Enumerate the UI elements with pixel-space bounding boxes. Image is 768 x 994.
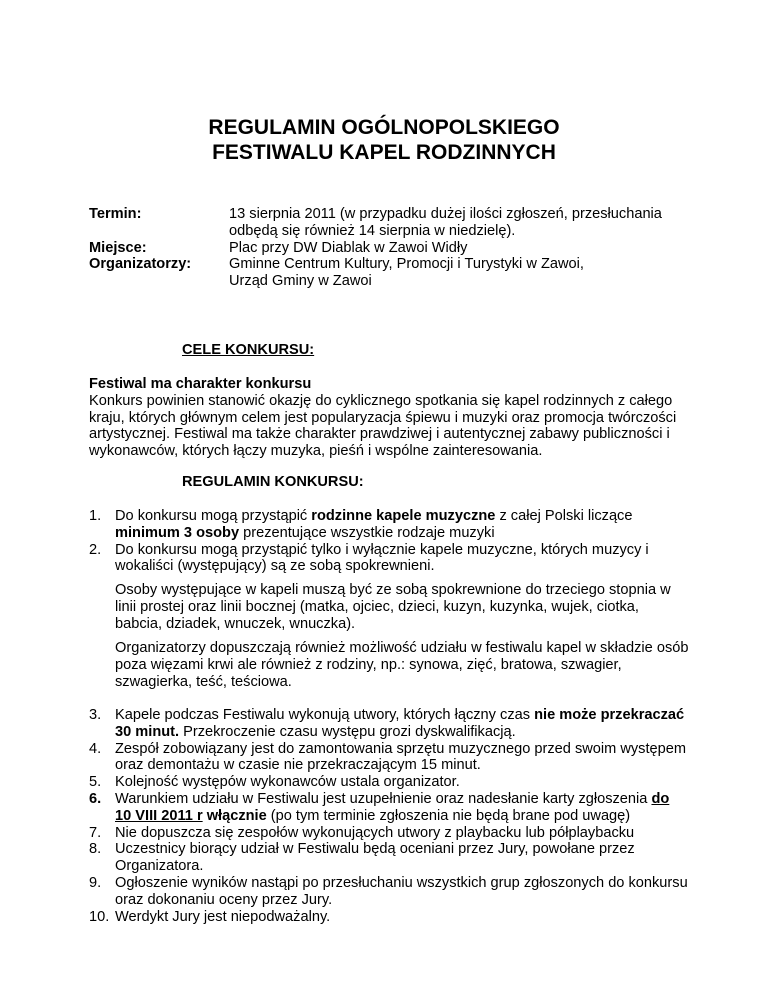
info-row-miejsce xyxy=(89,240,689,257)
rule-item-3 xyxy=(89,707,689,741)
rule-1-text-b: rodzinne kapele muzyczne xyxy=(311,508,496,524)
rule-6-deadline: do 10 VIII 2011 r xyxy=(115,790,670,824)
organizatorzy-value xyxy=(229,256,689,290)
title-line-1: REGULAMIN OGÓLNOPOLSKIEGO xyxy=(208,116,560,139)
title-line-2: FESTIWALU KAPEL RODZINNYCH xyxy=(212,141,556,164)
rule-number: 2. xyxy=(89,541,102,558)
rule-item-7 xyxy=(89,825,689,842)
cele-subheading: Festiwal ma charakter konkursu xyxy=(89,376,312,392)
rule-1-text-c: z całej Polski liczące xyxy=(495,508,633,524)
organizatorzy-label: Organizatorzy: xyxy=(89,256,192,273)
rule-number: 6. xyxy=(89,790,102,807)
rule-8-text: Uczestnicy biorący udział w Festiwalu będą oceniani przez Jury, powołane przez Organizatora. xyxy=(115,841,635,875)
rule-1-text-d: minimum 3 osoby xyxy=(115,524,240,541)
rule-number: 1. xyxy=(89,508,102,524)
rule-3-text-c: Przekroczenie czasu występu grozi dyskwalifikacją. xyxy=(179,723,516,740)
rule-4-text: Zespół zobowiązany jest do zamontowania sprzętu muzycznego przed swoim występem oraz demontażu w czasie nie przekraczającym 15 minut. xyxy=(115,740,687,774)
rule-item-10 xyxy=(89,909,689,926)
rule-item-5 xyxy=(89,774,689,791)
family-paragraph: Organizatorzy dopuszczają również możliwość udziału w festiwalu kapel w składzie osób poza więzami krwi ale również z rodziny, np.: synowa, zięć, bratowa, szwagier, szwagierka, teść, teściowa. xyxy=(115,640,689,690)
cele-heading: CELE KONKURSU: xyxy=(182,342,315,358)
info-row-organizatorzy xyxy=(89,256,689,290)
rule-9-text: Ogłoszenie wyników nastąpi po przesłuchaniu wszystkich grup zgłoszonych do konkursu oraz dokonaniu oceny przez Jury. xyxy=(115,874,688,908)
info-row-termin xyxy=(89,206,689,240)
rule-number: 7. xyxy=(89,824,102,841)
rules-list-2 xyxy=(89,707,689,925)
rule-item-8 xyxy=(89,841,689,875)
miejsce-label: Miejsce: xyxy=(89,239,147,256)
rule-10-text: Werdykt Jury jest niepodważalny. xyxy=(115,908,331,925)
rule-1-text-a: Do konkursu mogą przystąpić xyxy=(115,508,312,524)
kinship-paragraph: Osoby występujące w kapeli muszą być ze sobą spokrewnione do trzeciego stopnia w linii prostej oraz linii bocznej (matka, ojciec, dzieci, kuzyn, kuzynka, wujek, ciotka, babcia, dziadek, wnuczek, wnuczka). xyxy=(115,582,671,632)
termin-value xyxy=(229,206,689,240)
rule-5-text: Kolejność występów wykonawców ustala organizator. xyxy=(115,774,460,791)
event-info xyxy=(89,206,689,290)
termin-value-line-2: odbędą się również 14 sierpnia w niedzielę). xyxy=(229,222,516,239)
rule-item-9 xyxy=(89,875,689,909)
rule-3-text-b: nie może przekraczać 30 minut. xyxy=(115,707,685,740)
rule-3-text-a: Kapele podczas Festiwalu wykonują utwory, których łączny czas xyxy=(115,707,535,723)
termin-value-line-1: 13 sierpnia 2011 (w przypadku dużej ilości zgłoszeń, przesłuchania xyxy=(229,206,662,222)
rule-number: 5. xyxy=(89,774,102,791)
organizatorzy-value-line-2: Urząd Gminy w Zawoi xyxy=(229,273,372,290)
organizatorzy-value-line-1: Gminne Centrum Kultury, Promocji i Turystyki w Zawoi, xyxy=(229,256,584,273)
rule-number: 9. xyxy=(89,874,102,891)
rule-number: 8. xyxy=(89,841,102,858)
cele-section xyxy=(89,376,689,460)
cele-text: Konkurs powinien stanowić okazję do cyklicznego spotkania się kapel rodzinnych z całego kraju, których głównym celem jest popularyzacja śpiewu i muzyki oraz promocja twórczości artystycznej. Festiwal ma także charakter prawdziwej i autentycznej zabawy publiczności i wykonawców, których łączy muzyka, pieśń i wspólne zainteresowania. xyxy=(89,392,677,460)
rule-6-text-c: włącznie xyxy=(202,807,267,824)
miejsce-value: Plac przy DW Diablak w Zawoi Widły xyxy=(229,239,468,256)
rule-number: 3. xyxy=(89,707,102,723)
termin-label: Termin: xyxy=(89,206,142,222)
rules-list-1 xyxy=(89,508,689,575)
rule-1-text-e: prezentujące wszystkie rodzaje muzyki xyxy=(239,524,495,541)
rule-7-text: Nie dopuszcza się zespołów wykonujących utwory z playbacku lub półplaybacku xyxy=(115,824,635,841)
rule-6-text-d: (po tym terminie zgłoszenia nie będą brane pod uwagę) xyxy=(266,807,631,824)
rule-item-6 xyxy=(89,791,689,825)
rule-item-2 xyxy=(89,542,689,576)
rule-item-4 xyxy=(89,741,689,775)
rule-number: 4. xyxy=(89,740,102,757)
rule-number: 10. xyxy=(89,908,110,925)
regulamin-heading: REGULAMIN KONKURSU: xyxy=(182,474,364,490)
rule-item-1 xyxy=(89,508,689,542)
rule-6-text-a: Warunkiem udziału w Festiwalu jest uzupełnienie oraz nadesłanie karty zgłoszenia xyxy=(115,790,652,807)
rule-2-text: Do konkursu mogą przystąpić tylko i wyłącznie kapele muzyczne, których muzycy i wokaliści (występujący) są ze sobą spokrewnieni. xyxy=(115,541,649,575)
